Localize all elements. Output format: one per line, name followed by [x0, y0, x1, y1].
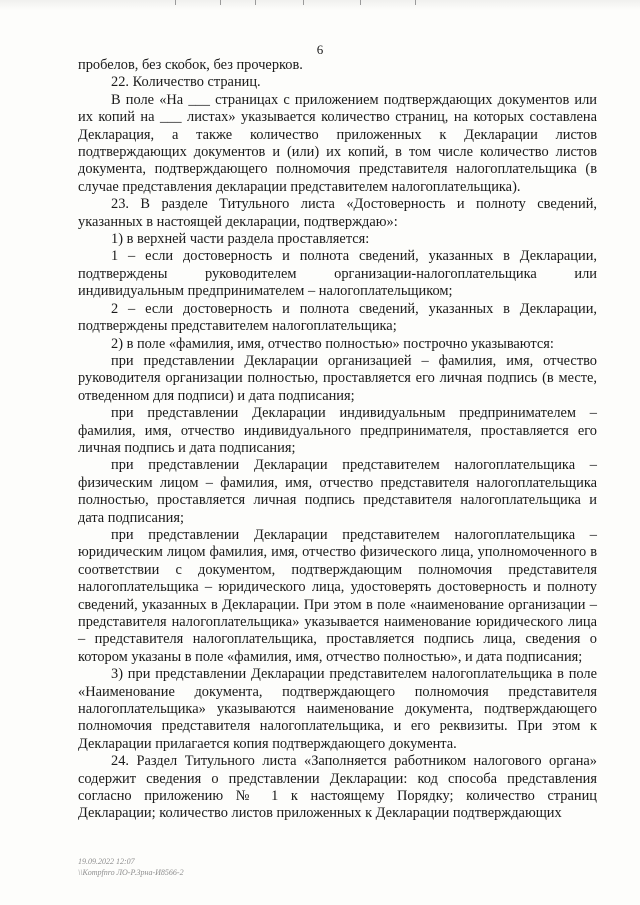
paragraph: при представлении Декларации организацией – фамилия, имя, отчество руководителя организации полностью, проставляется его личная подпись (в месте, отведенном для подписи) и дата подписания; — [78, 352, 597, 404]
scan-artifacts — [175, 0, 475, 5]
paragraph: 2 – если достоверность и полнота сведений, указанных в Декларации, подтверждены представителем налогоплательщика; — [78, 300, 597, 335]
document-footer — [78, 856, 184, 878]
paragraph: 24. Раздел Титульного листа «Заполняется работником налогового органа» содержит сведения о представлении Декларации: код способа представления согласно приложению № 1 к настоящему Порядку; количество страниц Декларации; количество листов приложенных к Декларации подтверждающих — [78, 753, 597, 822]
paragraph: при представлении Декларации представителем налогоплательщика – физическим лицом – фамилия, имя, отчество представителя налогоплательщика полностью, проставляется личная подпись представителя налогоплательщика и дата подписания; — [78, 457, 597, 526]
paragraph: 1) в верхней части раздела проставляется: — [111, 231, 370, 248]
paragraph: 3) при представлении Декларации представителем налогоплательщика в поле «Наименование документа, подтверждающего полномочия представителя налогоплательщика» указываются наименование документа, подтверждающего полномочия представителя налогоплательщика, и его реквизиты. При этом к Декларации прилагается копия подтверждающего документа. — [78, 666, 597, 752]
paragraph: 2) в поле «фамилия, имя, отчество полностью» построчно указываются: — [111, 335, 554, 352]
footer-timestamp: 19.09.2022 12:07 — [78, 857, 135, 866]
footer-file-path: \\Kompfnro ЛО-Р.Зрна-И8566-2 — [78, 868, 184, 877]
paragraph: В поле «На ___ страницах с приложением подтверждающих документов или их копий на ___ листах» указывается количество страниц, на которых составлена Декларация, а также количество приложенных к Декларации листов подтверждающих документов и (или) их копий, в том числе количество листов документа, подтверждающего полномочия представителя налогоплательщика (в случае представления декларации представителем налогоплательщика). — [78, 91, 597, 195]
document-body — [78, 57, 597, 823]
paragraph: при представлении Декларации представителем налогоплательщика – юридическим лицом фамилия, имя, отчество физического лица, уполномоченного в соответствии с документом, подтверждающим полномочия представителя налогоплательщика – юридического лица, удостоверять достоверность и полноту сведений, указанных в Декларации. При этом в поле «наименование организации – представителя налогоплательщика» указывается наименование юридического лица – представителя налогоплательщика, проставляется подпись лица, сведения о котором указаны в поле «фамилия, имя, отчество полностью», и дата подписания; — [78, 526, 597, 665]
paragraph: пробелов, без скобок, без прочерков. — [78, 57, 303, 73]
page-number: 6 — [316, 42, 324, 57]
paragraph: 23. В разделе Титульного листа «Достоверность и полноту сведений, указанных в настоящей декларации, подтверждаю»: — [78, 196, 597, 230]
paragraph: 22. Количество страниц. — [111, 74, 261, 91]
paragraph: при представлении Декларации индивидуальным предпринимателем – фамилия, имя, отчество индивидуального предпринимателя, проставляется его личная подпись и дата подписания; — [78, 405, 597, 456]
paragraph: 1 – если достоверность и полнота сведений, указанных в Декларации, подтверждены руководителем организации-налогоплательщика или индивидуальным предпринимателем – налогоплательщиком; — [78, 248, 597, 300]
